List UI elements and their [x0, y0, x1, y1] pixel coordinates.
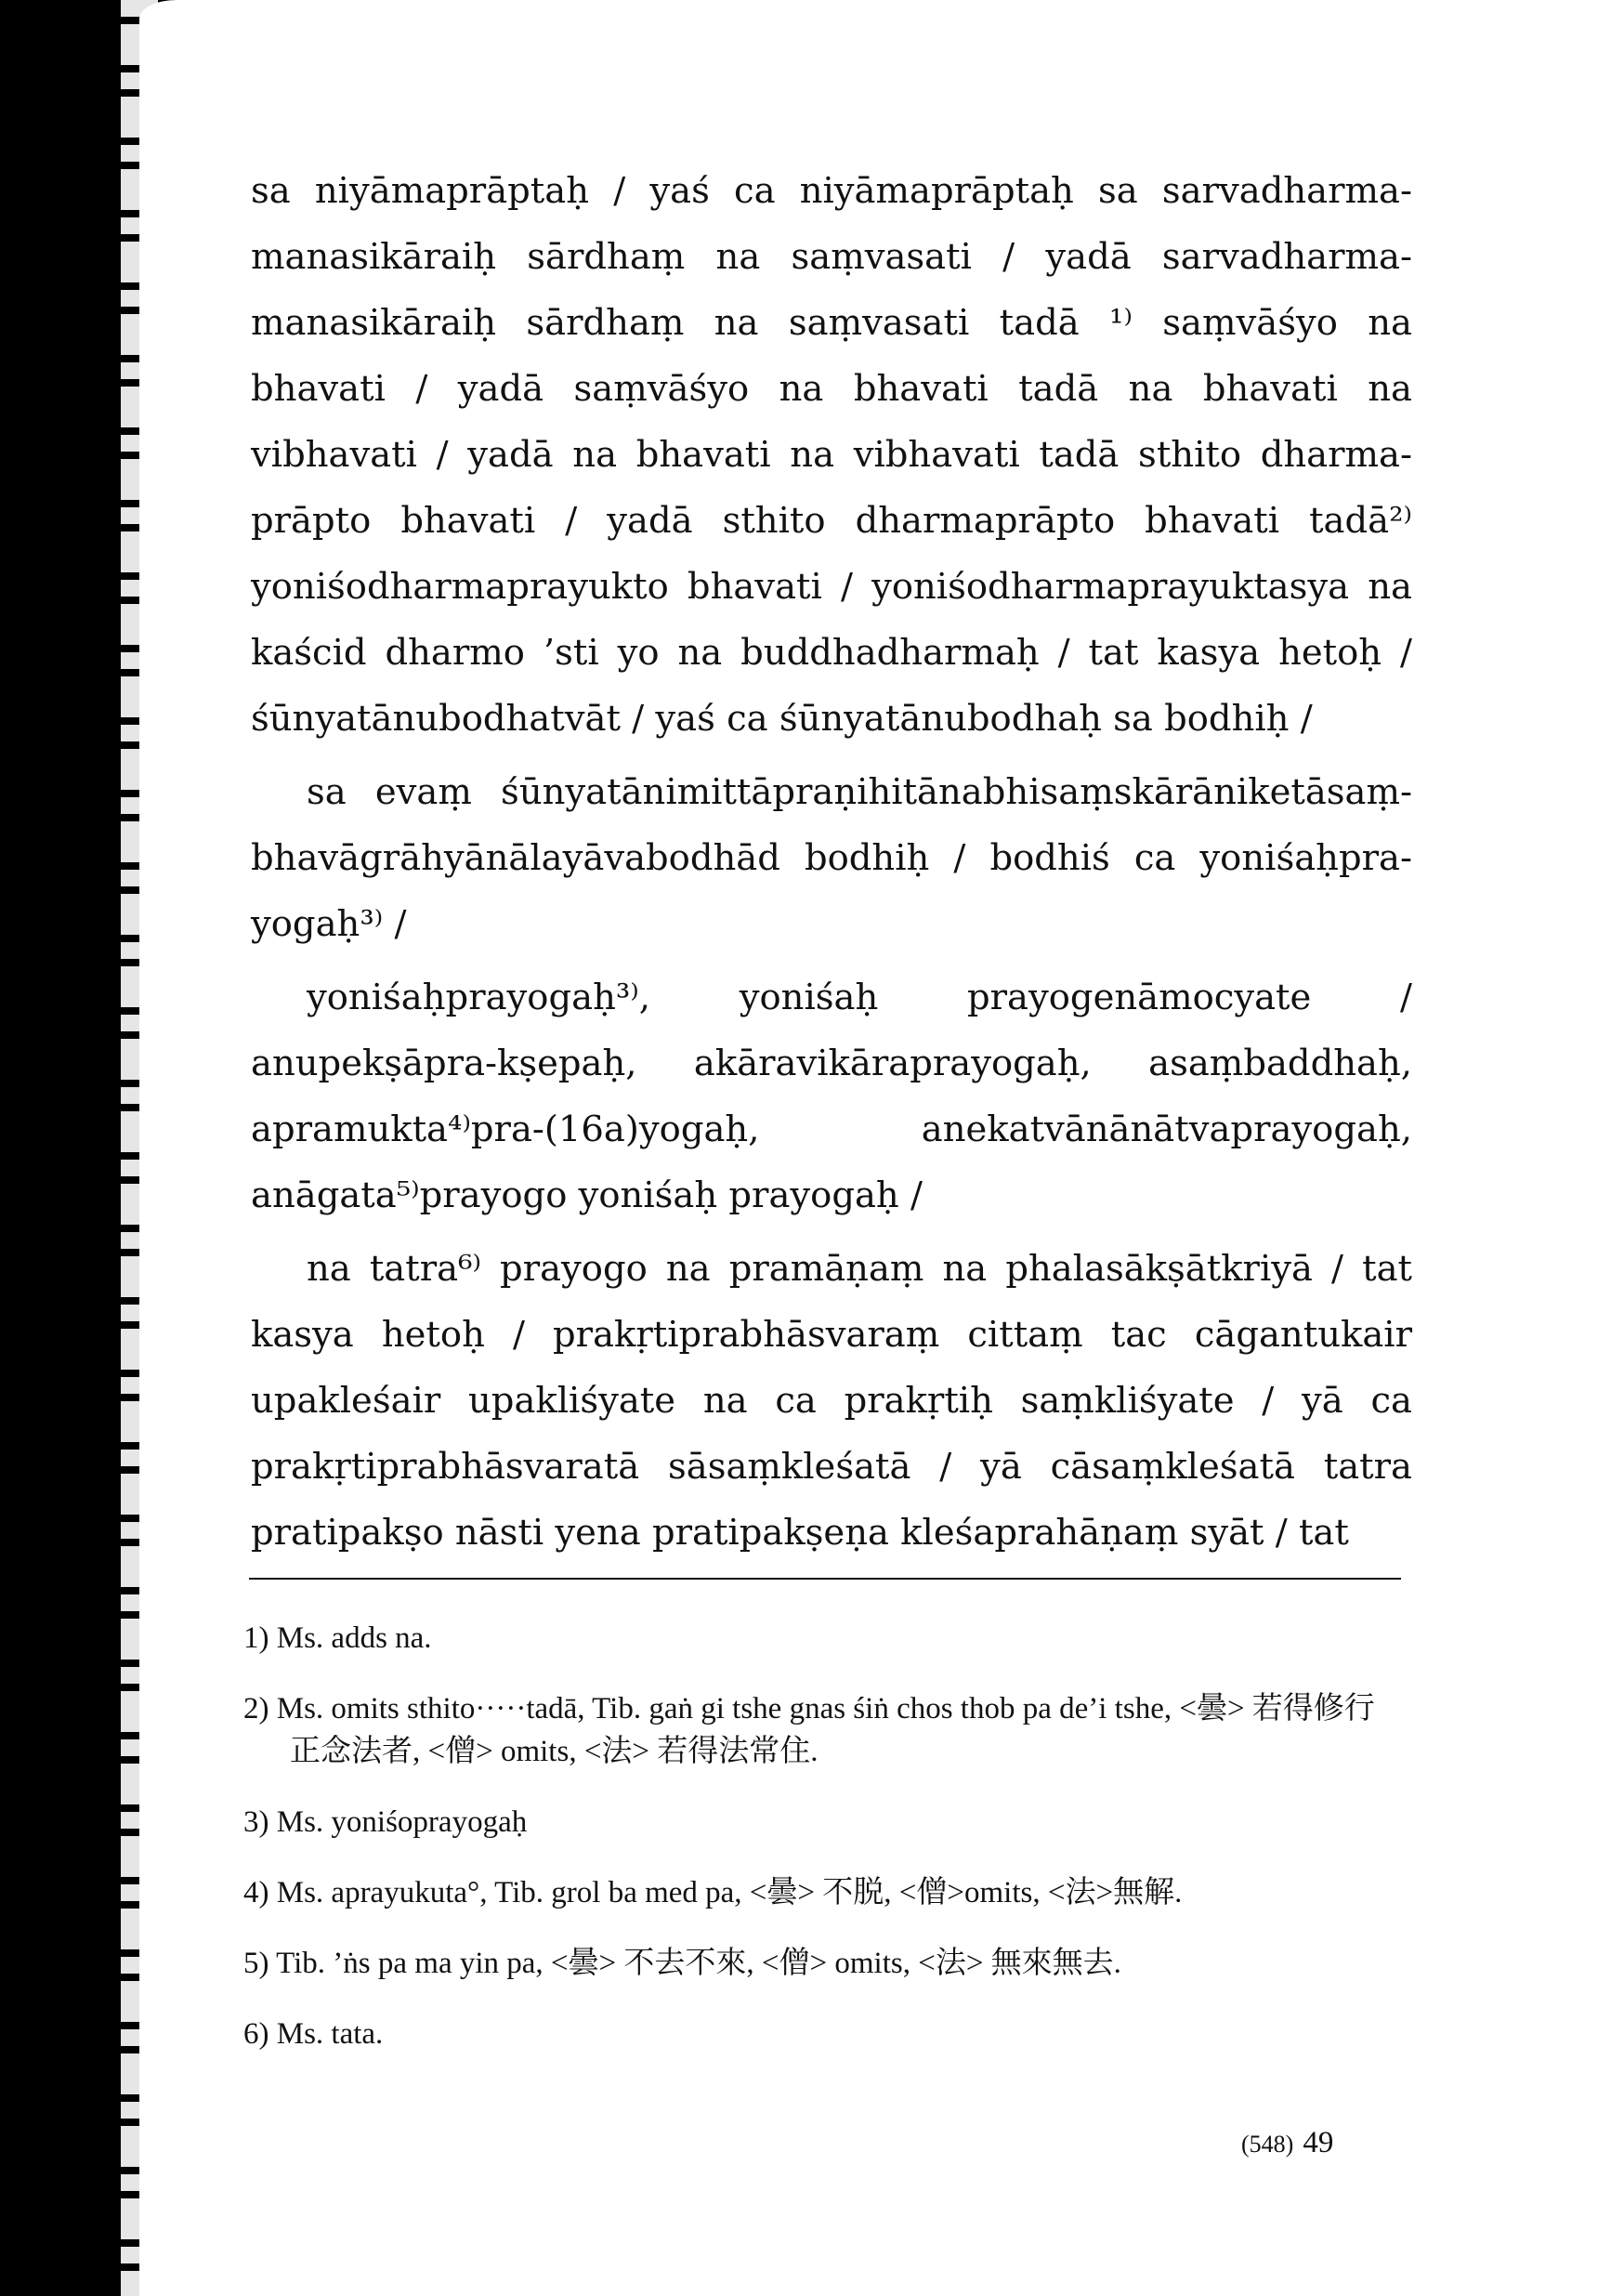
footnote-rule [249, 1578, 1401, 1580]
footnote-3: 3) Ms. yoniśoprayogaḥ [243, 1805, 528, 1839]
footnotes [243, 1617, 1405, 2083]
footnote-1: 1) Ms. adds na. [243, 1621, 432, 1655]
paragraph-4: na tatra⁶⁾ prayogo na pramāṇaṃ na phalasākṣātkriyā / tat kasya hetoḥ / prakṛtiprabhāsvaraṃ cittaṃ tac cāgantukair upakleśair upakliśyate na ca prakṛtiḥ saṃkliśyate / yā ca prakṛtiprabhāsvaratā sāsaṃkleśatā / yā cāsaṃkleśatā tatra pratipakṣo nāsti yena pratipakṣeṇa kleśaprahāṇaṃ syāt / tat [251, 1248, 1412, 1554]
page-number-bracket: (548) [1241, 2131, 1294, 2158]
footnote-4: 4) Ms. aprayukuta°, Tib. grol ba med pa, <曇> 不脱, <僧>omits, <法>無解. [243, 1876, 1183, 1909]
main-text [251, 158, 1412, 1573]
paragraph-3: yoniśaḥprayogaḥ³⁾, yoniśaḥ prayogenāmocyate / anupekṣāpra-kṣepaḥ, akāravikāraprayogaḥ, asaṃbaddhaḥ, apramukta⁴⁾pra-(16a)yogaḥ, anekatvānānātvaprayogaḥ, anāgata⁵⁾prayogo yoniśaḥ prayogaḥ / [251, 977, 1412, 1216]
page-number [1241, 2126, 1333, 2160]
page-number-value: 49 [1303, 2126, 1334, 2159]
paragraph-1: sa niyāmaprāptaḥ / yaś ca niyāmaprāptaḥ sa sarvadharma-manasikāraiḥ sārdhaṃ na saṃvasati / yadā sarvadharma-manasikāraiḥ sārdhaṃ na saṃvasati tadā ¹⁾ saṃvāśyo na bhavati / yadā saṃvāśyo na bhavati tadā na bhavati na vibhavati / yadā na bhavati na vibhavati tadā sthito dharma-prāpto bhavati / yadā sthito dharmaprāpto bhavati tadā²⁾ yoniśodharmaprayukto bhavati / yoniśodharmaprayuktasya na kaścid dharmo ’sti yo na buddhadharmaḥ / tat kasya hetoḥ / śūnyatānubodhatvāt / yaś ca śūnyatānubodhaḥ sa bodhiḥ / [251, 170, 1412, 740]
footnote-6: 6) Ms. tata. [243, 2017, 384, 2051]
footnote-5: 5) Tib. ’ṅs pa ma yin pa, <曇> 不去不來, <僧> omits, <法> 無來無去. [243, 1947, 1121, 1980]
paragraph-2: sa evaṃ śūnyatānimittāpraṇihitānabhisaṃskārāniketāsaṃ-bhavāgrāhyānālayāvabodhād bodhiḥ / bodhiś ca yoniśaḥpra-yogaḥ³⁾ / [251, 771, 1412, 945]
footnote-2: 2) Ms. omits sthito·····tadā, Tib. gaṅ gi tshe gnas śiṅ chos thob pa de’i tshe, <曇> 若得修行正念法者, <僧> omits, <法> 若得法常住. [243, 1692, 1375, 1768]
